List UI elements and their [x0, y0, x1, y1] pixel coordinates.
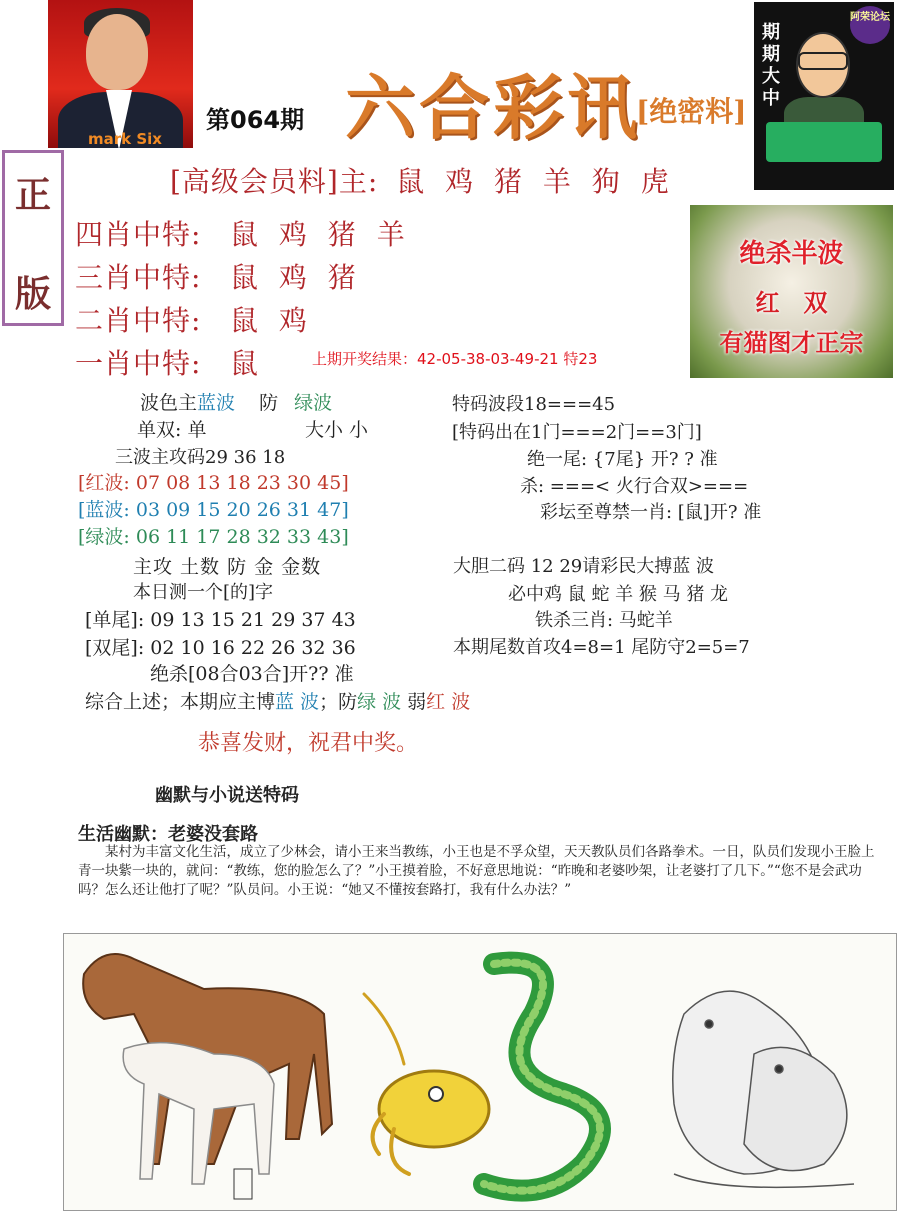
two-codes: 大胆二码 12 29请彩民大搏蓝 波 — [453, 556, 714, 577]
story-body: 某村为丰富文化生活，成立了少林会，请小王来当教练，小王也是不孚众望，天天教队员们各路拳术。一日，队员们发现小王脸上青一块紫一块的，就问：“教练，您的脸怎么了？”小王摸着脸，不好意思地说：“昨晚和老婆吵架，让老婆打了几下。”“您不是会武功吗？怎么还让他打了呢？”队员问。小王说：“她又不懂按套路打，我有什么办法？” — [78, 844, 875, 898]
member-line — [170, 160, 675, 200]
forbidden-zodiac: 彩坛至尊禁一肖: [鼠]开? 准 — [540, 502, 762, 523]
cat-image — [690, 205, 893, 378]
cat-line-1: 绝杀半波 — [739, 239, 844, 269]
big-small: 大小 小 — [305, 419, 369, 441]
must-hit: 必中鸡 鼠 蛇 羊 猴 马 猪 龙 — [508, 584, 729, 605]
portrait-image — [48, 0, 193, 148]
congrats: 恭喜发财，祝君中奖。 — [198, 731, 419, 756]
animal-svg — [64, 934, 896, 1210]
iron-kill: 铁杀三肖: 马蛇羊 — [535, 610, 673, 631]
last-result: 上期开奖结果：42-05-38-03-49-21 特23 — [312, 350, 598, 368]
mouse-image — [673, 991, 854, 1187]
odd-even: 单双: 单 — [137, 419, 207, 441]
pick-two: 二肖中特: 鼠 鸡 — [75, 304, 313, 337]
summary-line: 综合上述；本期应主博蓝 波；防绿 波 弱红 波 — [85, 691, 471, 713]
badge-char-2: 版 — [14, 273, 51, 315]
red-wave: [红波: 07 08 13 18 23 30 45] — [78, 472, 349, 494]
issue-number: 第064期 — [206, 106, 305, 134]
special-gate: [特码出在1门===2门==3门] — [452, 422, 702, 443]
dragon-image — [364, 963, 600, 1191]
special-range: 特码波段18===45 — [452, 394, 616, 415]
badge-char-1: 正 — [14, 174, 51, 216]
cat-line-3: 有猫图才正宗 — [719, 328, 864, 357]
word-test: 本日测一个[的]字 — [133, 582, 274, 603]
story-title: 生活幽默：老婆没套路 — [78, 824, 258, 845]
one-tail: 绝一尾: {7尾} 开? ? 准 — [527, 449, 718, 470]
single-tail: [单尾]: 09 13 15 21 29 37 43 — [85, 609, 356, 631]
cat-line-2: 红 双 — [755, 288, 828, 317]
pick-three: 三肖中特: 鼠 鸡 猪 — [75, 261, 362, 294]
tail-numbers: 本期尾数首攻4=8=1 尾防守2=5=7 — [453, 637, 750, 658]
portrait-logo: mark Six — [88, 130, 162, 148]
authentic-badge — [2, 150, 64, 326]
page-subtitle: [绝密料] — [636, 95, 747, 128]
green-wave: [绿波: 06 11 17 28 32 33 43] — [78, 526, 349, 548]
three-wave: 三波主攻码29 36 18 — [115, 447, 286, 468]
horse-image — [83, 954, 332, 1199]
page-title: 六合彩讯 — [345, 66, 641, 149]
animal-illustrations — [63, 933, 897, 1211]
double-tail: [双尾]: 02 10 16 22 26 32 36 — [85, 637, 356, 659]
element-line: 主攻 土数 防 金 金数 — [133, 556, 322, 578]
kill-combo: 绝杀[08合03合]开?? 准 — [150, 663, 354, 685]
member-label: [高级会员料]主: — [170, 165, 379, 198]
cartoon-text: 期期大中 — [762, 22, 780, 109]
cartoon-bubble: 阿荣论坛 — [850, 6, 890, 44]
humor-title: 幽默与小说送特码 — [155, 785, 299, 806]
wave-main: 波色主蓝波 防 绿波 — [140, 392, 333, 414]
member-zodiacs: 鼠 鸡 猪 羊 狗 虎 — [396, 165, 675, 198]
pick-four: 四肖中特: 鼠 鸡 猪 羊 — [75, 218, 411, 251]
blue-wave: [蓝波: 03 09 15 20 26 31 47] — [78, 499, 349, 521]
cartoon-image — [754, 2, 894, 190]
kill-element: 杀: ===< 火行合双>=== — [520, 476, 749, 497]
pick-one: 一肖中特: 鼠 — [75, 347, 260, 380]
